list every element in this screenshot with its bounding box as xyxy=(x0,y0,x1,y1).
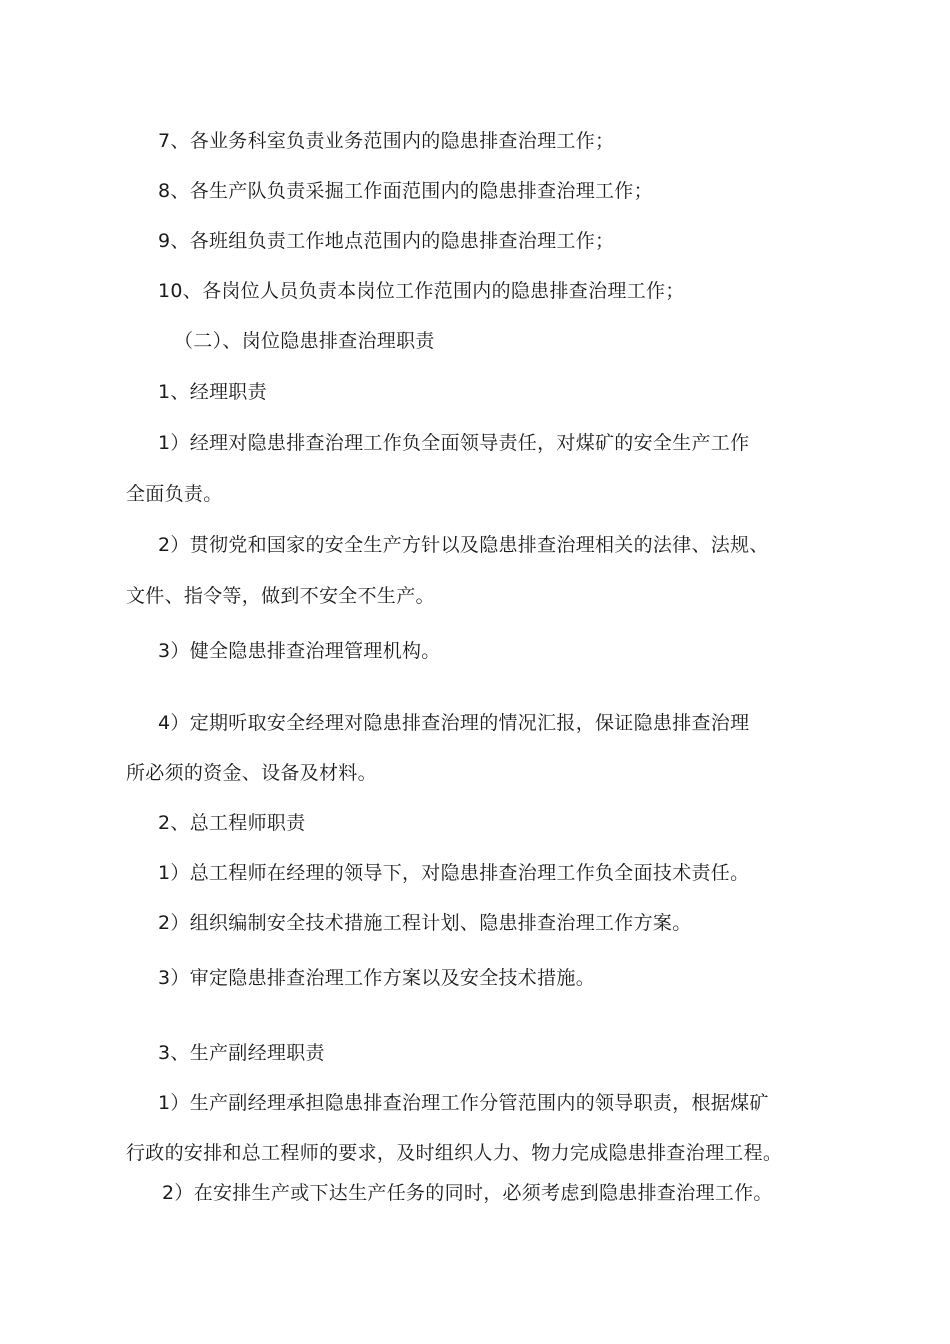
manager-duty-1-cont: 全面负责。 xyxy=(126,483,223,505)
item-8: 8、各生产队负责采掘工作面范围内的隐患排查治理工作； xyxy=(158,180,653,202)
deputy-duty-1-cont: 行政的安排和总工程师的要求，及时组织人力、物力完成隐患排查治理工程。 xyxy=(126,1142,783,1164)
manager-duty-2: 2）贯彻党和国家的安全生产方针以及隐患排查治理相关的法律、法规、 xyxy=(158,534,769,556)
item-10: 10、各岗位人员负责本岗位工作范围内的隐患排查治理工作； xyxy=(158,280,685,302)
item-9: 9、各班组负责工作地点范围内的隐患排查治理工作； xyxy=(158,230,615,252)
manager-duty-3: 3）健全隐患排查治理管理机构。 xyxy=(158,640,441,662)
subheading-manager: 1、经理职责 xyxy=(158,381,267,403)
engineer-duty-2: 2）组织编制安全技术措施工程计划、隐患排查治理工作方案。 xyxy=(158,912,692,934)
subheading-chief-engineer: 2、总工程师职责 xyxy=(158,812,306,834)
section-heading: （二）、岗位隐患排查治理职责 xyxy=(174,330,435,352)
engineer-duty-3: 3）审定隐患排查治理工作方案以及安全技术措施。 xyxy=(158,967,595,989)
manager-duty-2-cont: 文件、指令等，做到不安全不生产。 xyxy=(126,585,435,607)
deputy-duty-1: 1）生产副经理承担隐患排查治理工作分管范围内的领导职责，根据煤矿 xyxy=(158,1092,769,1114)
manager-duty-4-cont: 所必须的资金、设备及材料。 xyxy=(126,762,377,784)
manager-duty-4: 4）定期听取安全经理对隐患排查治理的情况汇报，保证隐患排查治理 xyxy=(158,712,750,734)
item-7: 7、各业务科室负责业务范围内的隐患排查治理工作； xyxy=(158,130,615,152)
manager-duty-1: 1）经理对隐患排查治理工作负全面领导责任，对煤矿的安全生产工作 xyxy=(158,432,750,454)
engineer-duty-1: 1）总工程师在经理的领导下，对隐患排查治理工作负全面技术责任。 xyxy=(158,862,750,884)
deputy-duty-2: 2）在安排生产或下达生产任务的同时，必须考虑到隐患排查治理工作。 xyxy=(162,1182,773,1204)
subheading-production-deputy: 3、生产副经理职责 xyxy=(158,1042,325,1064)
